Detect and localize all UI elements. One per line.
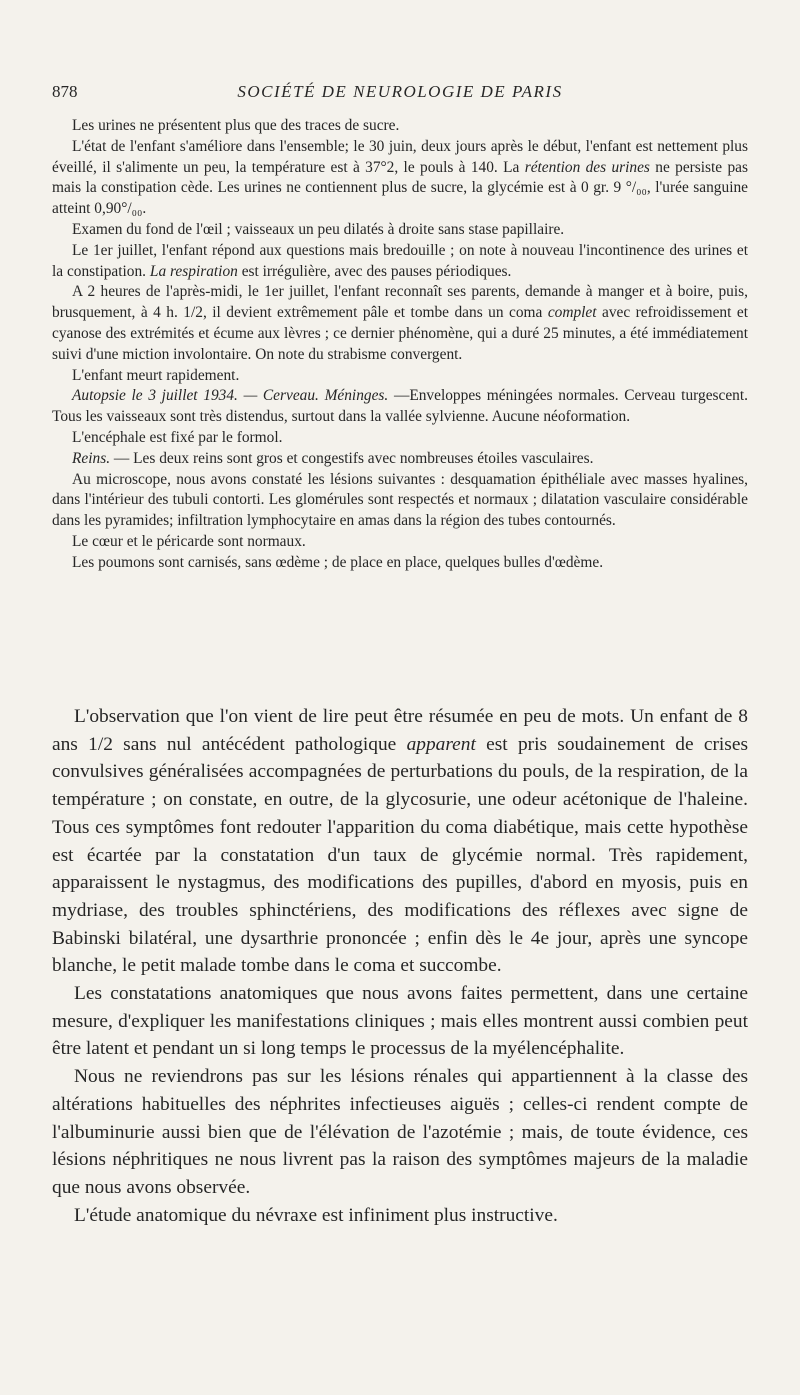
discussion-text xyxy=(52,703,748,1229)
notes-paragraph: Le cœur et le péricarde sont normaux. xyxy=(72,532,306,550)
notes-paragraph: Les urines ne présentent plus que des traces de sucre. xyxy=(72,117,400,134)
notes-paragraph: A 2 heures de l'après-midi, le 1er juillet, l'enfant reconnaît ses parents, demande à manger et à boire, puis, brusquement, à 4 h. 1/2, il devient extrêmement pâle et tombe dans un coma complet avec refroidissement et cyanose des extrémités et écume aux lèvres ; ce dernier phénomène, qui a duré 25 minutes, a été immédiatement suivi d'une miction involontaire. On note du strabisme convergent. xyxy=(52,283,748,363)
notes-paragraph: L'encéphale est fixé par le formol. xyxy=(72,428,283,446)
discussion-paragraph: L'observation que l'on vient de lire peut être résumée en peu de mots. Un enfant de 8 ans 1/2 sans nul antécédent pathologique apparent est pris soudainement de crises convulsives généralisées accompagnées de perturbations du pouls, de la respiration, de la température ; on constate, en outre, de la glycosurie, une odeur acétonique de l'haleine. Tous ces symptômes font redouter l'apparition du coma diabétique, mais cette hypothèse est écartée par la constatation d'un taux de glycémie normal. Très rapidement, apparaissent le nystagmus, des modifications des pupilles, d'abord en myosis, puis en mydriase, des troubles sphinctériens, des modifications des réflexes avec signe de Babinski bilatéral, une dysarthrie prononcée ; enfin dès le 4e jour, après une syncope blanche, le petit malade tombe dans le coma et succombe. xyxy=(52,706,748,977)
notes-paragraph: L'enfant meurt rapidement. xyxy=(72,366,240,384)
case-notes xyxy=(52,116,748,574)
notes-paragraph: Au microscope, nous avons constaté les lésions suivantes : desquamation épithéliale avec masses hyalines, dans l'intérieur des tubuli contorti. Les glomérules sont respectés et normaux ; dilatation vasculaire considérable dans les pyramides; infiltration lymphocytaire en amas dans la région des tubes contournés. xyxy=(52,470,748,530)
kidneys-paragraph: Reins. — Les deux reins sont gros et congestifs avec nombreuses étoiles vasculaires. xyxy=(72,449,594,467)
notes-paragraph: Examen du fond de l'œil ; vaisseaux un peu dilatés à droite sans stase papillaire. xyxy=(72,220,565,238)
running-head: SOCIÉTÉ DE NEUROLOGIE DE PARIS xyxy=(237,82,563,101)
discussion-paragraph: Les constatations anatomiques que nous avons faites permettent, dans une certaine mesure, d'expliquer les manifestations cliniques ; mais elles montrent aussi combien peut être latent et pendant un si long temps le processus de la myélencéphalite. xyxy=(52,983,748,1060)
discussion-paragraph: Nous ne reviendrons pas sur les lésions rénales qui appartiennent à la classe des altérations habituelles des néphrites infectieuses aiguës ; celles-ci rendent compte de l'albuminurie aussi bien que de l'élévation de l'azotémie ; mais, de toute évidence, ces lésions néphritiques ne nous livrent pas la raison des symptômes majeurs de la maladie que nous avons observée. xyxy=(52,1066,748,1198)
notes-paragraph: Le 1er juillet, l'enfant répond aux questions mais bredouille ; on note à nouveau l'incontinence des urines et la constipation. La respiration est irrégulière, avec des pauses périodiques. xyxy=(52,241,748,280)
page-number: 878 xyxy=(52,82,78,101)
autopsy-paragraph: Autopsie le 3 juillet 1934. — Cerveau. Méninges. —Enveloppes méningées normales. Cerveau turgescent. Tous les vaisseaux sont très distendus, surtout dans la vallée sylvienne. Aucune néoformation. xyxy=(52,387,748,426)
notes-paragraph: L'état de l'enfant s'améliore dans l'ensemble; le 30 juin, deux jours après le début, l'enfant est nettement plus éveillé, il s'alimente un peu, la température est à 37°2, le pouls à 140. La rétention des urines ne persiste pas mais la constipation cède. Les urines ne contiennent plus de sucre, la glycémie est à 0 gr. 9 °/₀₀, l'urée sanguine atteint 0,90°/₀₀. xyxy=(52,137,748,218)
notes-paragraph: Les poumons sont carnisés, sans œdème ; de place en place, quelques bulles d'œdème. xyxy=(72,553,604,571)
page-header xyxy=(52,82,748,106)
discussion-paragraph: L'étude anatomique du névraxe est infiniment plus instructive. xyxy=(74,1204,558,1226)
